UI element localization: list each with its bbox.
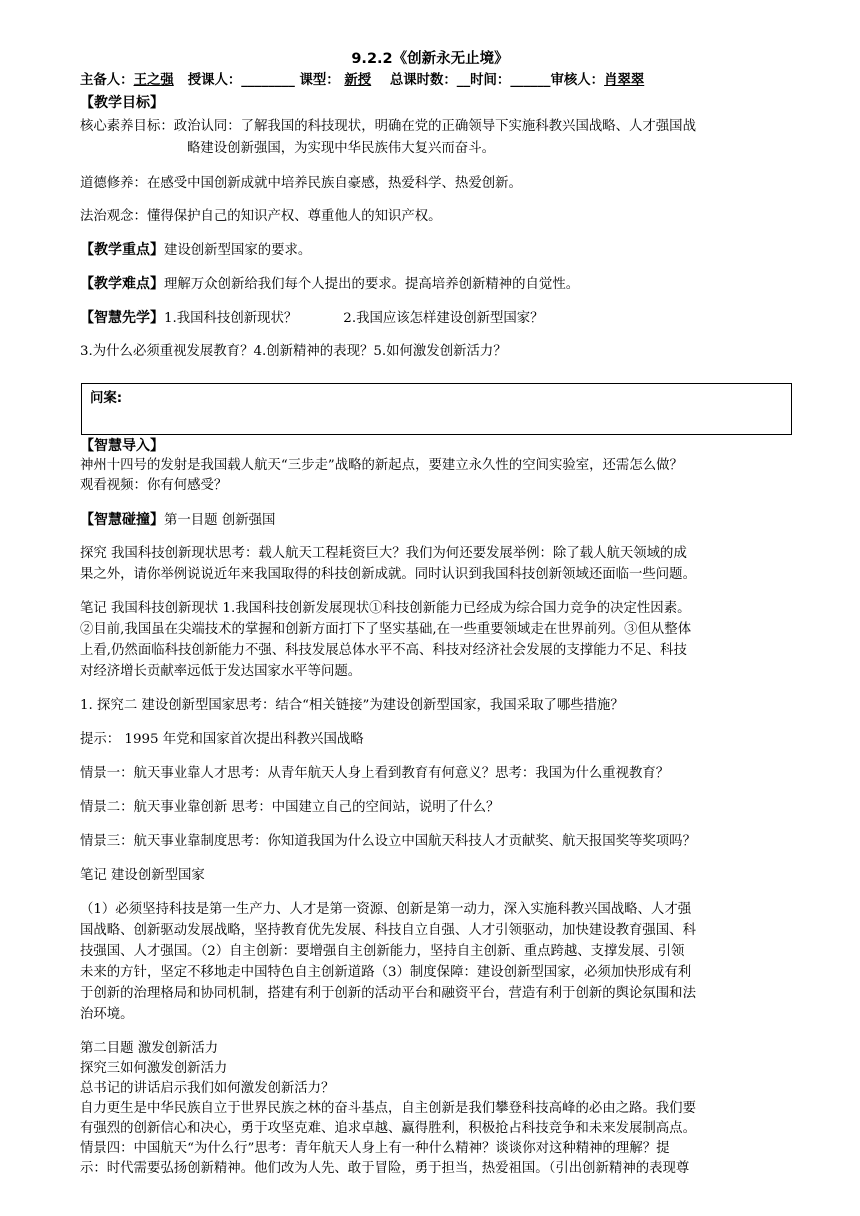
collide-heading xyxy=(80,511,275,530)
pre-study-line2: 3.为什么必须重视发展教育？4.创新精神的表现？5.如何激发创新活力？ xyxy=(80,344,507,359)
section2-question: 总书记的讲话启示我们如何激发创新活力？ xyxy=(80,1081,335,1096)
intro-line1: 神州十四号的发射是我国载人航天“三步走”战略的新起点，要建立永久性的空间实验室，还需怎么做？ xyxy=(80,458,683,473)
scene1: 情景一：航天事业靠人才思考：从青年航天人身上看到教育有何意义？思考：我国为什么重视教育？ xyxy=(80,766,670,781)
section2-line3: 情景四：中国航天“为什么行”思考：青年航天人身上有一种什么精神？谈谈你对这种精神的理解？提 xyxy=(80,1141,670,1156)
explore1-line2: 果之外，请你举例说说近年来我国取得的科技创新成就。同时认识到我国科技创新领域还面临一些问题。 xyxy=(80,567,696,582)
difficulty-point xyxy=(80,275,579,294)
core-goal-line2: 略建设创新强国，为实现中华民族伟大复兴而奋斗。 xyxy=(187,141,495,156)
difficulty-text: 理解万众创新给我们每个人提出的要求。提高培养创新精神的自觉性。 xyxy=(164,277,580,292)
section2-explore3: 探究三如何激发创新活力 xyxy=(80,1061,228,1076)
collide-text: 第一目题 创新强国 xyxy=(164,513,276,528)
note1-line3: 上看,仍然面临科技创新能力不强、科技发展总体水平不高、科技对经济社会发展的支撑能力不足、科技 xyxy=(80,643,687,658)
para-line4: 未来的方针，坚定不移地走中国特色自主创新道路（3）制度保障：建设创新型国家，必须加快形成有利 xyxy=(80,965,692,980)
section2-title: 第二目题 激发创新活力 xyxy=(80,1041,219,1056)
para-line1: （1）必须坚持科技是第一生产力、人才是第一资源、创新是第一动力，深入实施科教兴国战略、人才强 xyxy=(80,902,692,917)
scene3: 情景三：航天事业靠制度思考：你知道我国为什么设立中国航天科技人才贡献奖、航天报国奖等奖项吗？ xyxy=(80,834,696,849)
pre-study-q2: 2.我国应该怎样建设创新型国家？ xyxy=(343,311,544,326)
note1-line1: 笔记 我国科技创新现状 1.我国科技创新发展现状①科技创新能力已经成为综合国力竞争的决定性因素。 xyxy=(80,601,691,616)
key-point-text: 建设创新型国家的要求。 xyxy=(164,243,312,258)
reviewer-name: 肖翠翠 xyxy=(604,73,645,88)
intro-line2: 观看视频：你有何感受？ xyxy=(80,478,228,493)
explore1-line1: 探究 我国科技创新现状思考：载人航天工程耗资巨大？我们为何还要发展举例：除了载人航天领域的成 xyxy=(80,546,687,561)
pre-study-q1: 1.我国科技创新现状？ xyxy=(164,311,298,326)
intro-heading: 【智慧导入】 xyxy=(80,438,164,454)
pre-study-label: 【智慧先学】 xyxy=(80,310,164,326)
law-goal: 法治观念：懂得保护自己的知识产权、尊重他人的知识产权。 xyxy=(80,209,442,224)
goals-heading: 【教学目标】 xyxy=(80,95,164,111)
explore2: 1. 探究二 建设创新型国家思考：结合“相关链接”为建设创新型国家，我国采取了哪些措施？ xyxy=(80,698,624,713)
hint: 提示： 1995 年党和国家首次提出科教兴国战略 xyxy=(80,732,364,747)
para-line6: 治环境。 xyxy=(80,1007,134,1022)
pre-study xyxy=(80,309,544,328)
document-title: 9.2.2《创新永无止境》 xyxy=(351,51,509,67)
para-line2: 国战略、创新驱动发展战略，坚持教育优先发展、科技自立自强、人才引领驱动，加快建设教育强国、科 xyxy=(80,923,696,938)
section2-line2: 有强烈的创新信心和决心，勇于攻坚克难、追求卓越、赢得胜利，积极抢占科技竞争和未来发展制高点。 xyxy=(80,1121,696,1136)
teacher-label: 授课人：________ xyxy=(187,73,295,88)
question-box[interactable] xyxy=(81,383,792,435)
key-point xyxy=(80,241,311,260)
lesson-type: 新授 xyxy=(344,73,372,88)
core-goal-line1 xyxy=(80,118,696,136)
difficulty-label: 【教学难点】 xyxy=(80,276,164,292)
section2-line1: 自力更生是中华民族自立于世界民族之林的奋斗基点，自主创新是我们攀登科技高峰的必由之路。我们要 xyxy=(80,1101,696,1116)
scene2: 情景二：航天事业靠创新 思考：中国建立自己的空间站，说明了什么？ xyxy=(80,800,500,815)
type-label: 课型： xyxy=(299,73,340,88)
para-line3: 技强国、人才强国。（2）自主创新：要增强自主创新能力，坚持自主创新、重点跨越、支撑发展、引领 xyxy=(80,944,685,959)
preparer-name: 王之强 xyxy=(133,73,174,88)
note2: 笔记 建设创新型国家 xyxy=(80,868,205,883)
hours-label: 总课时数：__时间：______审核人： xyxy=(389,73,605,88)
question-box-label: 问案: xyxy=(90,391,123,406)
core-goal-label: 核心素养目标： xyxy=(80,119,174,134)
moral-goal: 道德修养：在感受中国创新成就中培养民族自豪感，热爱科学、热爱创新。 xyxy=(80,176,522,191)
collide-label: 【智慧碰撞】 xyxy=(80,512,164,528)
core-goal-text1: 政治认同：了解我国的科技现状，明确在党的正确领导下实施科教兴国战略、人才强国战 xyxy=(173,119,696,134)
lesson-meta xyxy=(80,72,644,90)
preparer-label: 主备人： xyxy=(80,73,134,88)
section2-line4: 示：时代需要弘扬创新精神。他们改为人先、敢于冒险，勇于担当，热爱祖国。（引出创新精神的表现尊 xyxy=(80,1161,690,1176)
note1-line4: 对经济增长贡献率远低于发达国家水平等问题。 xyxy=(80,664,362,679)
para-line5: 于创新的治理格局和协同机制，搭建有利于创新的活动平台和融资平台，营造有利于创新的舆论氛围和法 xyxy=(80,986,696,1001)
key-point-label: 【教学重点】 xyxy=(80,242,164,258)
note1-line2: ②目前,我国虽在尖端技术的掌握和创新方面打下了坚实基础,在一些重要领域走在世界前列。③但从整体 xyxy=(80,622,692,637)
